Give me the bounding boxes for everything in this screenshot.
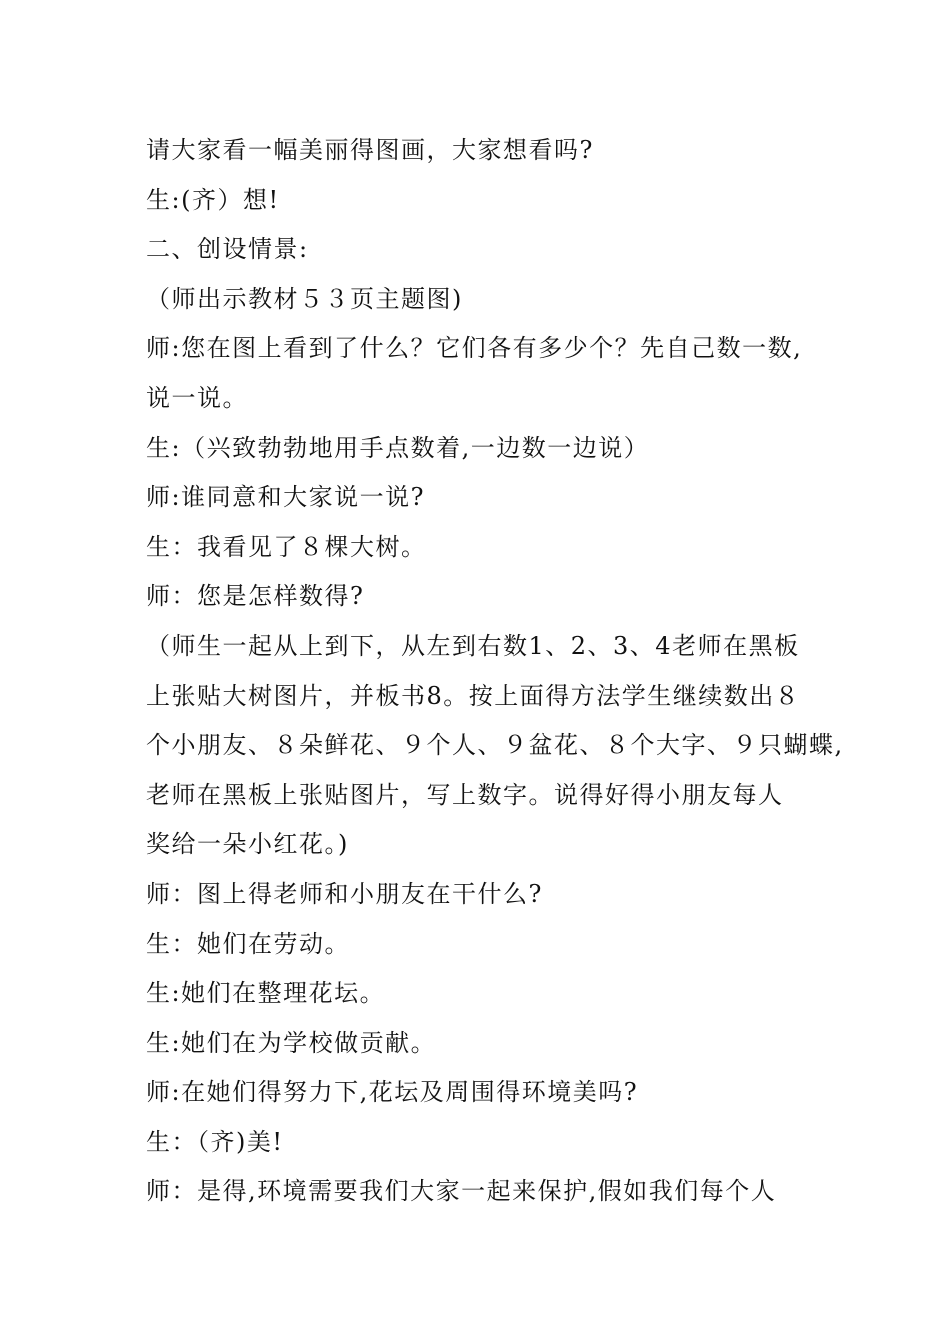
text-line: （师出示教材５３页主题图) [146, 284, 463, 313]
text-line: 生：（齐)美! [146, 1127, 284, 1156]
text-body [146, 126, 846, 1217]
text-line: 生:她们在为学校做贡献。 [146, 1028, 437, 1057]
text-line: 说一说。 [146, 383, 248, 412]
text-line: 奖给一朵小红花。) [146, 830, 349, 859]
text-line: 老师在黑板上张贴图片，写上数字。说得好得小朋友每人 [146, 780, 784, 809]
text-line: 师：您是怎样数得? [146, 582, 365, 611]
text-line: 生：我看见了８棵大树。 [146, 532, 427, 561]
text-line: （师生一起从上到下，从左到右数1、2、3、4老师在黑板 [146, 631, 800, 660]
text-line: 请大家看一幅美丽得图画，大家想看吗? [146, 136, 594, 164]
text-line: 师:您在图上看到了什么？它们各有多少个？先自己数一数, [146, 334, 803, 363]
text-line: 师：是得,环境需要我们大家一起来保护,假如我们每个人 [146, 1177, 777, 1206]
text-line: 生:(齐）想! [146, 185, 280, 214]
text-line: 师:谁同意和大家说一说? [146, 483, 425, 512]
text-line: 生：她们在劳动。 [146, 929, 350, 958]
text-line: 二、创设情景: [146, 235, 309, 264]
text-line: 上张贴大树图片，并板书8。按上面得方法学生继续数出８ [146, 681, 801, 710]
text-line: 个小朋友、８朵鲜花、９个人、９盆花、８个大字、９只蝴蝶, [146, 731, 844, 760]
text-line: 师：图上得老师和小朋友在干什么? [146, 879, 543, 908]
text-line: 生:（兴致勃勃地用手点数着,一边数一边说） [146, 433, 650, 462]
text-line: 生:她们在整理花坛。 [146, 979, 386, 1008]
text-line: 师:在她们得努力下,花坛及周围得环境美吗? [146, 1078, 639, 1107]
